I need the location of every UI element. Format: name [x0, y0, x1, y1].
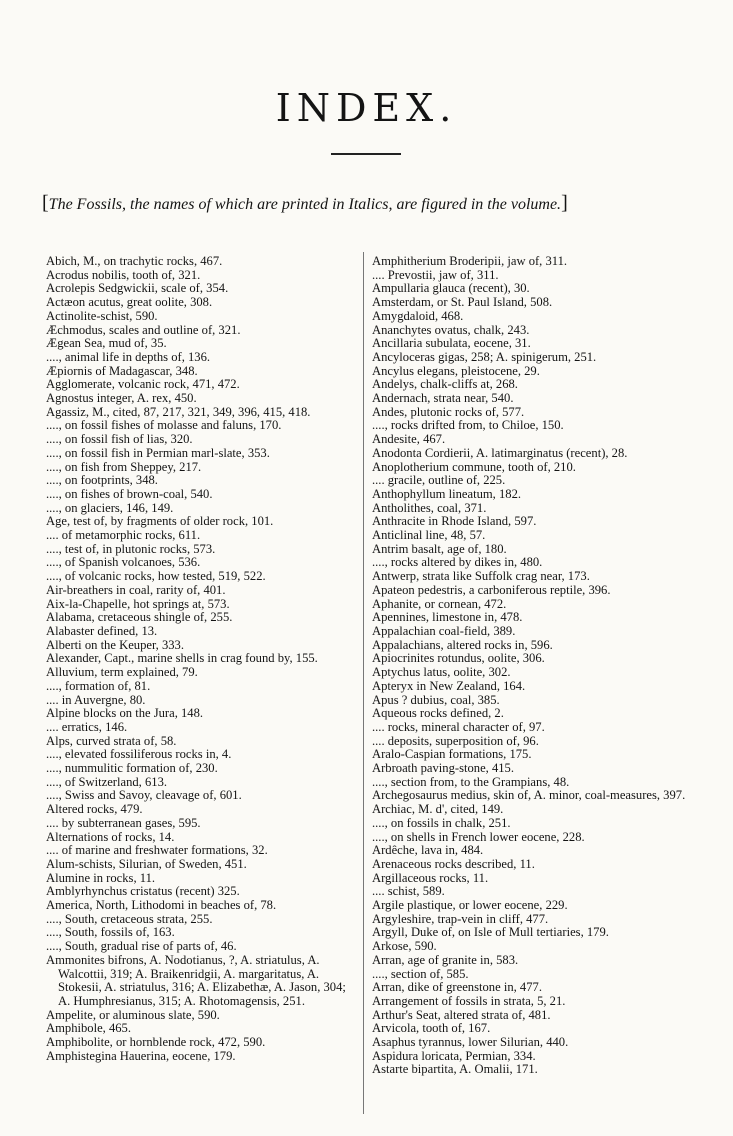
index-entry: ...., rocks drifted from, to Chiloe, 150.: [372, 418, 564, 433]
index-entry: Arkose, 590.: [372, 939, 437, 954]
index-entry: Ægean Sea, mud of, 35.: [46, 336, 167, 351]
index-entry: .... of metamorphic rocks, 611.: [46, 528, 201, 543]
index-entry: .... in Auvergne, 80.: [46, 692, 146, 707]
index-entry: Anthophyllum lineatum, 182.: [372, 486, 522, 501]
index-entry: Æchmodus, scales and outline of, 321.: [46, 322, 241, 337]
index-entry: ...., rocks altered by dikes in, 480.: [372, 555, 543, 570]
index-entry: Antholithes, coal, 371.: [372, 500, 487, 515]
index-entry: Appalachian coal-field, 389.: [372, 623, 516, 638]
index-entry: Ammonites bifrons, A. Nodotianus, ?, A. striatulus, A. Walcottii, 319; A. Braikenridgii, A. margaritatus, A. Stokesii, A. striatulus, 316; A. Elizabethæ, A. Jason, 304; A. Humphresianus, 315; A. Rhotomagensis, 251.: [46, 952, 346, 1008]
index-entry: Actæon acutus, great oolite, 308.: [46, 295, 213, 310]
index-entry: Alabaster defined, 13.: [46, 623, 158, 638]
index-entry: Altered rocks, 479.: [46, 802, 143, 817]
index-entry: ...., test of, in plutonic rocks, 573.: [46, 541, 216, 556]
index-entry: Amsterdam, or St. Paul Island, 508.: [372, 295, 553, 310]
index-entry: Alabama, cretaceous shingle of, 255.: [46, 610, 233, 625]
index-entry: Apiocrinites rotundus, oolite, 306.: [372, 651, 545, 666]
index-entry: Alpine blocks on the Jura, 148.: [46, 706, 204, 721]
index-entry: Andernach, strata near, 540.: [372, 391, 514, 406]
index-entry: .... gracile, outline of, 225.: [372, 473, 506, 488]
note-open-bracket: [: [42, 192, 49, 214]
index-entry: Ampelite, or aluminous slate, 590.: [46, 1007, 220, 1022]
index-entry: Amphitherium Broderipii, jaw of, 311.: [372, 254, 568, 268]
index-column-left: [46, 255, 358, 1063]
index-entry: .... schist, 589.: [372, 884, 445, 899]
index-entry: ...., on fishes of brown-coal, 540.: [46, 486, 213, 501]
index-entry: Arran, age of granite in, 583.: [372, 952, 519, 967]
index-entry: ...., on fish from Sheppey, 217.: [46, 459, 202, 474]
note-close-bracket: ]: [561, 192, 568, 214]
index-entry: Arvicola, tooth of, 167.: [372, 1021, 491, 1036]
index-entry: America, North, Lithodomi in beaches of, 78.: [46, 898, 277, 913]
index-entry: Alberti on the Keuper, 333.: [46, 637, 184, 652]
index-entry: Actinolite-schist, 590.: [46, 308, 158, 323]
italics-note: [42, 192, 690, 215]
index-entry: Andelys, chalk-cliffs at, 268.: [372, 377, 518, 392]
index-entry: Æpiornis of Madagascar, 348.: [46, 363, 198, 378]
index-entry: Alluvium, term explained, 79.: [46, 665, 198, 680]
index-entry: Amphistegina Hauerina, eocene, 179.: [46, 1048, 236, 1063]
index-column-right: [372, 255, 690, 1077]
index-entry: ...., animal life in depths of, 136.: [46, 349, 211, 364]
index-entry: ...., of Spanish volcanoes, 536.: [46, 555, 201, 570]
index-entry: ...., nummulitic formation of, 230.: [46, 761, 218, 776]
index-entry: ...., on fossils in chalk, 251.: [372, 815, 511, 830]
index-entry: Argyll, Duke of, on Isle of Mull tertiaries, 179.: [372, 925, 609, 940]
index-entry: Amblyrhynchus cristatus (recent) 325.: [46, 884, 240, 899]
index-entry: Ardêche, lava in, 484.: [372, 843, 484, 858]
index-entry: Archegosaurus medius, skin of, A. minor, coal-measures, 397.: [372, 788, 686, 803]
index-entry: Alps, curved strata of, 58.: [46, 733, 177, 748]
index-entry: Alumine in rocks, 11.: [46, 870, 156, 885]
index-entry: Arran, dike of greenstone in, 477.: [372, 980, 542, 995]
index-entry: Alexander, Capt., marine shells in crag found by, 155.: [46, 651, 318, 666]
index-entry: ...., on footprints, 348.: [46, 473, 158, 488]
index-entry: .... deposits, superposition of, 96.: [372, 733, 539, 748]
index-entry: Agnostus integer, A. rex, 450.: [46, 391, 197, 406]
index-entry: Amphibolite, or hornblende rock, 472, 590.: [46, 1035, 266, 1050]
index-entry: Acrolepis Sedgwickii, scale of, 354.: [46, 281, 229, 296]
index-entry: Amygdaloid, 468.: [372, 308, 464, 323]
index-entry: Aphanite, or cornean, 472.: [372, 596, 507, 611]
index-entry: .... erratics, 146.: [46, 719, 128, 734]
index-entry: Acrodus nobilis, tooth of, 321.: [46, 267, 201, 282]
index-entry: Antrim basalt, age of, 180.: [372, 541, 507, 556]
index-entry: Arbroath paving-stone, 415.: [372, 761, 514, 776]
index-entry: Asaphus tyrannus, lower Silurian, 440.: [372, 1035, 569, 1050]
index-entry: Ananchytes ovatus, chalk, 243.: [372, 322, 530, 337]
index-entry: ...., on fossil fish in Permian marl-slate, 353.: [46, 445, 270, 460]
index-entry: ...., of volcanic rocks, how tested, 519, 522.: [46, 569, 266, 584]
index-entry: Anthracite in Rhode Island, 597.: [372, 514, 537, 529]
index-entry: Aspidura loricata, Permian, 334.: [372, 1048, 536, 1063]
index-entry: Apteryx in New Zealand, 164.: [372, 678, 526, 693]
index-entry: Argillaceous rocks, 11.: [372, 870, 489, 885]
index-entry: ...., South, fossils of, 163.: [46, 925, 175, 940]
index-entry: Amphibole, 465.: [46, 1021, 132, 1036]
index-entry: Anticlinal line, 48, 57.: [372, 528, 486, 543]
index-entry: Aqueous rocks defined, 2.: [372, 706, 504, 721]
index-entry: Ancyloceras gigas, 258; A. spinigerum, 251.: [372, 349, 597, 364]
index-entry: Antwerp, strata like Suffolk crag near, 173.: [372, 569, 590, 584]
index-entry: Argyleshire, trap-vein in cliff, 477.: [372, 911, 549, 926]
index-entry: Agglomerate, volcanic rock, 471, 472.: [46, 377, 240, 392]
title-rule: [331, 153, 401, 155]
index-entry: Alum-schists, Silurian, of Sweden, 451.: [46, 856, 247, 871]
index-entry: ...., South, gradual rise of parts of, 46.: [46, 939, 237, 954]
index-entry: ...., Swiss and Savoy, cleavage of, 601.: [46, 788, 242, 803]
index-entry: .... of marine and freshwater formations, 32.: [46, 843, 268, 858]
index-entry: ...., elevated fossiliferous rocks in, 4.: [46, 747, 232, 762]
index-entry: Aptychus latus, oolite, 302.: [372, 665, 511, 680]
column-divider: [363, 252, 364, 1114]
index-entry: ...., section of, 585.: [372, 966, 469, 981]
page-title: INDEX.: [275, 86, 458, 130]
index-entry: Ampullaria glauca (recent), 30.: [372, 281, 530, 296]
index-entry: Arrangement of fossils in strata, 5, 21.: [372, 993, 566, 1008]
index-entry: ...., of Switzerland, 613.: [46, 774, 168, 789]
index-entry: Astarte bipartita, A. Omalii, 171.: [372, 1062, 538, 1077]
index-entry: ...., on glaciers, 146, 149.: [46, 500, 174, 515]
index-entry: Appalachians, altered rocks in, 596.: [372, 637, 553, 652]
index-entry: .... rocks, mineral character of, 97.: [372, 719, 545, 734]
index-entry: ...., South, cretaceous strata, 255.: [46, 911, 213, 926]
index-entry: Anodonta Cordierii, A. latimarginatus (recent), 28.: [372, 445, 628, 460]
index-entry: Apus ? dubius, coal, 385.: [372, 692, 500, 707]
index-entry: .... Prevostii, jaw of, 311.: [372, 267, 499, 282]
index-entry: Anoplotherium commune, tooth of, 210.: [372, 459, 576, 474]
index-entry: Age, test of, by fragments of older rock, 101.: [46, 514, 274, 529]
index-entry: Andes, plutonic rocks of, 577.: [372, 404, 525, 419]
index-entry: Ancylus elegans, pleistocene, 29.: [372, 363, 540, 378]
index-entry: ...., on fossil fishes of molasse and faluns, 170.: [46, 418, 282, 433]
index-entry: ...., formation of, 81.: [46, 678, 151, 693]
index-entry: ...., on fossil fish of lias, 320.: [46, 432, 193, 447]
note-text: The Fossils, the names of which are printed in Italics, are figured in the volume.: [48, 196, 562, 213]
index-entry: Abich, M., on trachytic rocks, 467.: [46, 254, 223, 268]
index-entry: .... by subterranean gases, 595.: [46, 815, 201, 830]
index-entry: Andesite, 467.: [372, 432, 446, 447]
index-entry: Apennines, limestone in, 478.: [372, 610, 523, 625]
index-entry: Agassiz, M., cited, 87, 217, 321, 349, 396, 415, 418.: [46, 404, 311, 419]
index-entry: Aix-la-Chapelle, hot springs at, 573.: [46, 596, 230, 611]
index-entry: Alternations of rocks, 14.: [46, 829, 175, 844]
index-entry: Arenaceous rocks described, 11.: [372, 856, 535, 871]
index-entry: Air-breathers in coal, rarity of, 401.: [46, 582, 226, 597]
index-entry: Argile plastique, or lower eocene, 229.: [372, 898, 568, 913]
index-entry: Ancillaria subulata, eocene, 31.: [372, 336, 531, 351]
index-entry: Aralo-Caspian formations, 175.: [372, 747, 532, 762]
index-entry: ...., on shells in French lower eocene, 228.: [372, 829, 585, 844]
index-entry: Arthur's Seat, altered strata of, 481.: [372, 1007, 551, 1022]
index-entry: ...., section from, to the Grampians, 48.: [372, 774, 570, 789]
index-entry: Apateon pedestris, a carboniferous reptile, 396.: [372, 582, 611, 597]
index-entry: Archiac, M. d', cited, 149.: [372, 802, 504, 817]
